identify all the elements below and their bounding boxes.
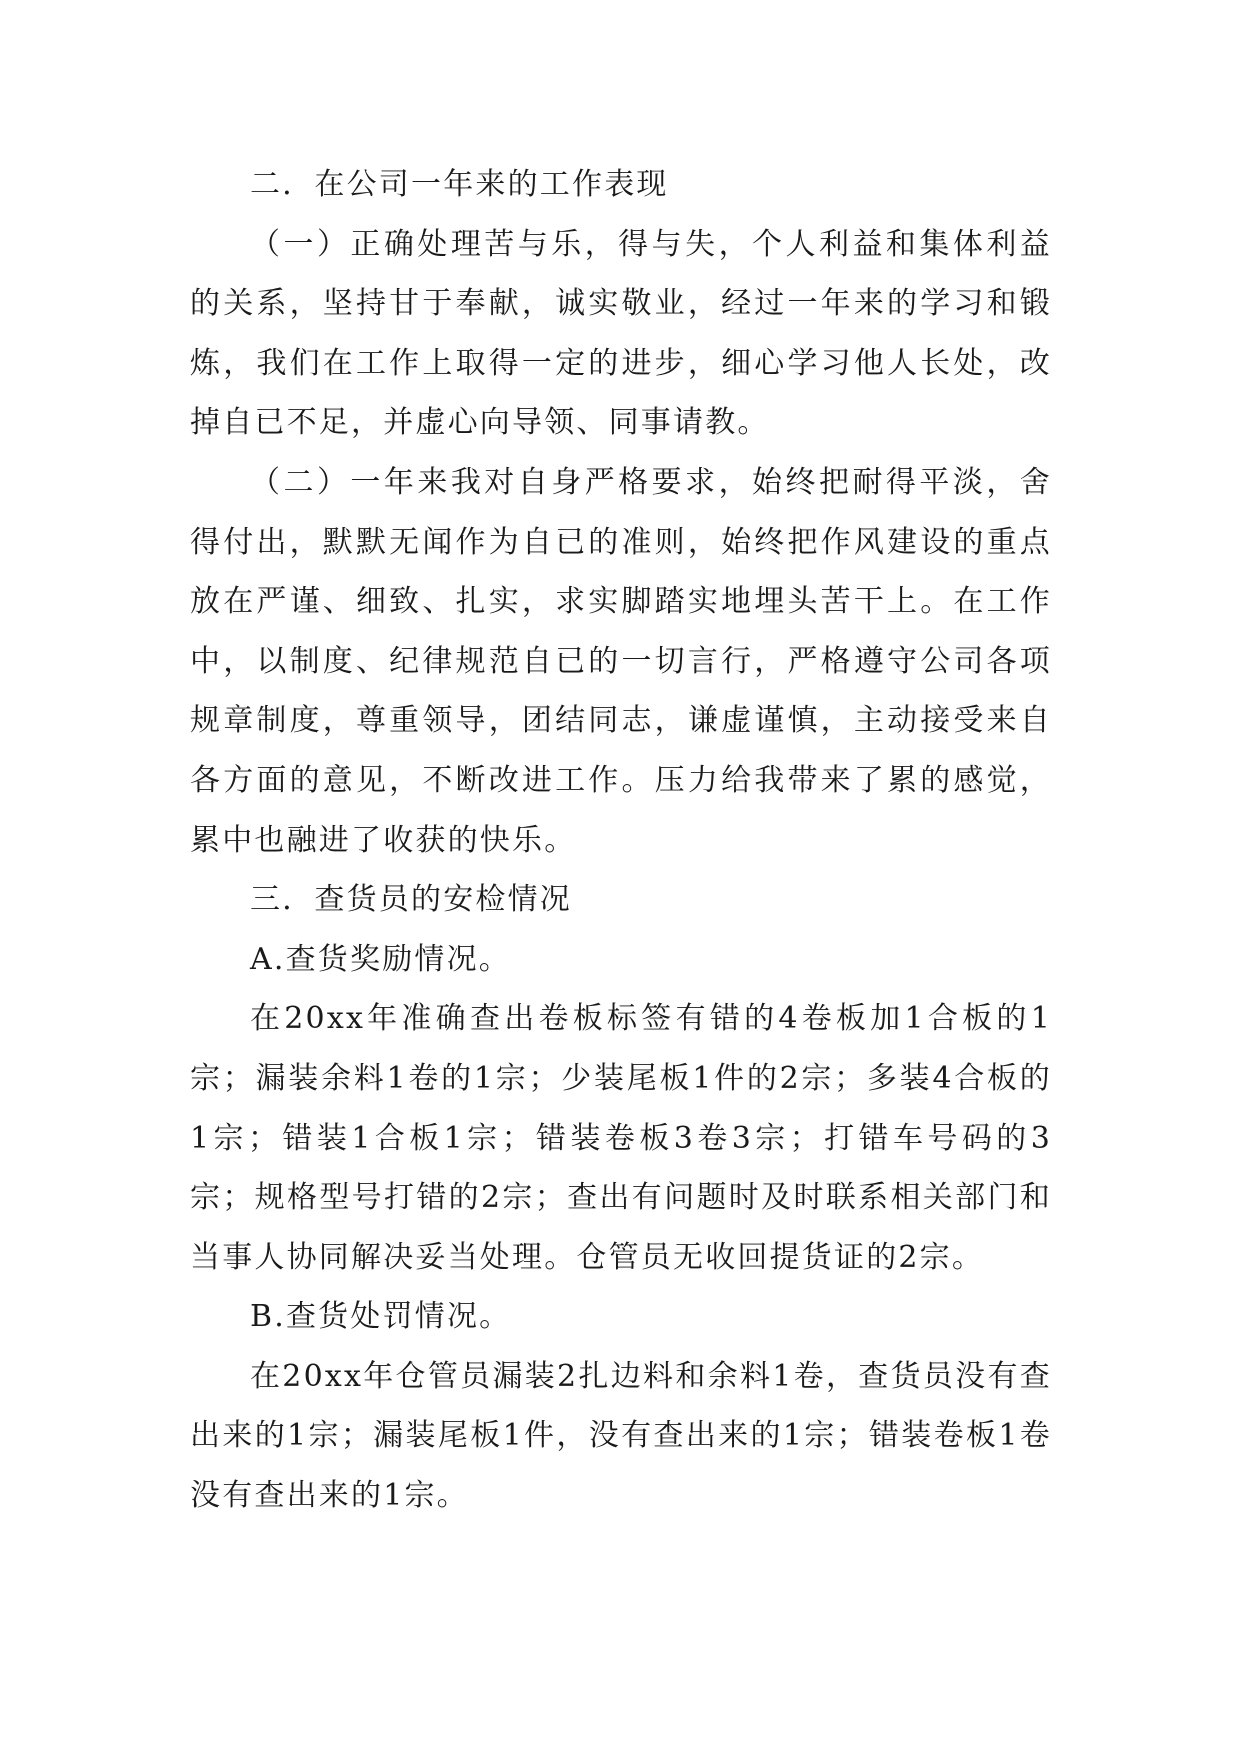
- paragraph-item-one: （一）正确处理苦与乐，得与失，个人利益和集体利益的关系，坚持甘于奉献，诚实敬业，经过一年来的学习和锻炼，我们在工作上取得一定的进步，细心学习他人长处，改掉自已不足，并虚心向导领、同事请教。: [190, 226, 1052, 441]
- paragraph-penalties: 在20xx年仓管员漏装2扎边料和余料1卷，查货员没有查出来的1宗；漏装尾板1件，没有查出来的1宗；错装卷板1卷没有查出来的1宗。: [190, 1358, 1052, 1514]
- section-heading-inspection: 三．查货员的安检情况: [250, 882, 572, 918]
- paragraph-item-two: （二）一年来我对自身严格要求，始终把耐得平淡，舍得付出，默默无闻作为自已的准则，始终把作风建设的重点放在严谨、细致、扎实，求实脚踏实地埋头苦干上。在工作中，以制度、纪律规范自已的一切言行，严格遵守公司各项规章制度，尊重领导，团结同志，谦虚谨慎，主动接受来自各方面的意见，不断改进工作。压力给我带来了累的感觉，累中也融进了收获的快乐。: [190, 464, 1052, 858]
- subheading-rewards: A.查货奖励情况。: [250, 941, 512, 977]
- document-body: [190, 155, 1052, 1526]
- subheading-penalties: B.查货处罚情况。: [250, 1299, 512, 1335]
- paragraph-rewards: 在20xx年准确查出卷板标签有错的4卷板加1合板的1宗；漏装余料1卷的1宗；少装尾板1件的2宗；多装4合板的1宗；错装1合板1宗；错装卷板3卷3宗；打错车号码的3宗；规格型号打错的2宗；查出有问题时及时联系相关部门和当事人协同解决妥当处理。仓管员无收回提货证的2宗。: [190, 1001, 1052, 1275]
- section-heading-work-performance: 二．在公司一年来的工作表现: [250, 167, 669, 202]
